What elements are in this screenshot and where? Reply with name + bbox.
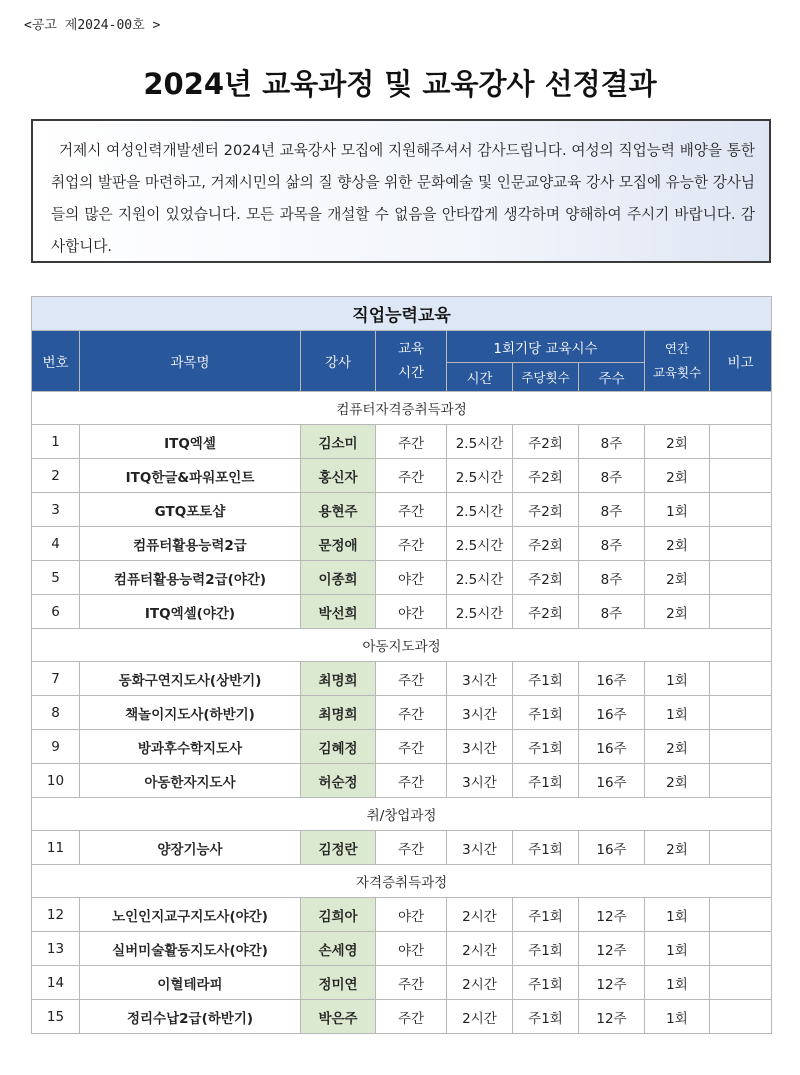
table-row (32, 730, 772, 764)
row-weekly: 주2회 (513, 595, 579, 629)
row-edu-time: 야간 (376, 595, 447, 629)
table-row (32, 1000, 772, 1034)
row-course: 컴퓨터활용능력2급(야간) (80, 561, 301, 595)
row-annual: 2회 (645, 764, 710, 798)
table-row (32, 561, 772, 595)
row-instructor: 홍신자 (301, 459, 376, 493)
row-edu-time: 주간 (376, 966, 447, 1000)
row-remarks (710, 932, 772, 966)
table-row (32, 966, 772, 1000)
row-remarks (710, 730, 772, 764)
header-hours: 시간 (447, 363, 513, 392)
row-weeks: 12주 (579, 932, 645, 966)
row-hours: 3시간 (447, 696, 513, 730)
row-course: ITQ엑셀(야간) (80, 595, 301, 629)
header-course: 과목명 (80, 331, 301, 392)
row-instructor: 박은주 (301, 1000, 376, 1034)
category-row (32, 629, 772, 662)
row-course: ITQ한글&파워포인트 (80, 459, 301, 493)
header-annual: 연간 교육횟수 (645, 331, 710, 392)
header-instructor: 강사 (301, 331, 376, 392)
table-row (32, 831, 772, 865)
row-weeks: 8주 (579, 493, 645, 527)
row-remarks (710, 459, 772, 493)
row-no: 12 (32, 898, 80, 932)
row-course: ITQ엑셀 (80, 425, 301, 459)
table-row (32, 459, 772, 493)
course-table (31, 296, 772, 1034)
row-no: 15 (32, 1000, 80, 1034)
row-instructor: 박선희 (301, 595, 376, 629)
row-instructor: 김희아 (301, 898, 376, 932)
row-weekly: 주2회 (513, 425, 579, 459)
row-edu-time: 주간 (376, 831, 447, 865)
row-annual: 1회 (645, 966, 710, 1000)
table-row (32, 764, 772, 798)
row-no: 9 (32, 730, 80, 764)
row-weekly: 주2회 (513, 527, 579, 561)
row-instructor: 최명희 (301, 696, 376, 730)
row-instructor: 김혜정 (301, 730, 376, 764)
table-row (32, 898, 772, 932)
table-row (32, 493, 772, 527)
row-annual: 2회 (645, 527, 710, 561)
category-row (32, 865, 772, 898)
row-hours: 2.5시간 (447, 459, 513, 493)
category-row (32, 392, 772, 425)
table-row (32, 932, 772, 966)
intro-box: 거제시 여성인력개발센터 2024년 교육강사 모집에 지원해주셔서 감사드립니다. 여성의 직업능력 배양을 통한 취업의 발판을 마련하고, 거제시민의 삶의 질 향상을 위한 문화예술 및 인문교양교육 강사 모집에 유능한 강사님들의 많은 지원이 있었습니다. 모든 과목을 개설할 수 없음을 안타깝게 생각하며 양해하여 주시기 바랍니다. 감사합니다. (31, 119, 771, 263)
row-edu-time: 주간 (376, 459, 447, 493)
row-course: 동화구연지도사(상반기) (80, 662, 301, 696)
row-hours: 2시간 (447, 932, 513, 966)
row-course: 컴퓨터활용능력2급 (80, 527, 301, 561)
row-no: 11 (32, 831, 80, 865)
row-remarks (710, 831, 772, 865)
page-title: 2024년 교육과정 및 교육강사 선정결과 (143, 67, 657, 101)
row-course: 아동한자지도사 (80, 764, 301, 798)
row-weekly: 주1회 (513, 932, 579, 966)
row-weekly: 주1회 (513, 764, 579, 798)
row-no: 14 (32, 966, 80, 1000)
table-row (32, 595, 772, 629)
row-no: 13 (32, 932, 80, 966)
row-annual: 1회 (645, 898, 710, 932)
row-edu-time: 주간 (376, 493, 447, 527)
row-weeks: 16주 (579, 696, 645, 730)
row-no: 10 (32, 764, 80, 798)
section-title: 직업능력교육 (32, 297, 772, 331)
category-label: 아동지도과정 (32, 629, 772, 662)
row-no: 8 (32, 696, 80, 730)
row-hours: 2.5시간 (447, 561, 513, 595)
table-row (32, 662, 772, 696)
row-weekly: 주1회 (513, 662, 579, 696)
row-annual: 1회 (645, 493, 710, 527)
row-annual: 1회 (645, 696, 710, 730)
row-remarks (710, 425, 772, 459)
row-hours: 3시간 (447, 831, 513, 865)
row-instructor: 허순정 (301, 764, 376, 798)
row-no: 7 (32, 662, 80, 696)
row-annual: 1회 (645, 1000, 710, 1034)
row-instructor: 이종희 (301, 561, 376, 595)
row-instructor: 최명희 (301, 662, 376, 696)
row-weeks: 12주 (579, 966, 645, 1000)
row-no: 2 (32, 459, 80, 493)
row-edu-time: 야간 (376, 898, 447, 932)
row-hours: 2.5시간 (447, 425, 513, 459)
row-edu-time: 주간 (376, 425, 447, 459)
row-weekly: 주1회 (513, 831, 579, 865)
table-row (32, 527, 772, 561)
row-weekly: 주2회 (513, 561, 579, 595)
row-edu-time: 야간 (376, 561, 447, 595)
row-weekly: 주1회 (513, 1000, 579, 1034)
row-instructor: 김소미 (301, 425, 376, 459)
row-annual: 2회 (645, 730, 710, 764)
row-edu-time: 주간 (376, 730, 447, 764)
header-weekly: 주당횟수 (513, 363, 579, 392)
category-label: 취/창업과정 (32, 798, 772, 831)
row-annual: 2회 (645, 459, 710, 493)
row-remarks (710, 764, 772, 798)
header-remarks: 비고 (710, 331, 772, 392)
row-hours: 2.5시간 (447, 527, 513, 561)
row-weeks: 8주 (579, 561, 645, 595)
row-weeks: 12주 (579, 898, 645, 932)
row-weeks: 16주 (579, 662, 645, 696)
row-hours: 2시간 (447, 966, 513, 1000)
row-weekly: 주2회 (513, 459, 579, 493)
row-hours: 2시간 (447, 898, 513, 932)
row-instructor: 손세영 (301, 932, 376, 966)
row-instructor: 문정애 (301, 527, 376, 561)
row-remarks (710, 1000, 772, 1034)
row-weeks: 8주 (579, 595, 645, 629)
row-remarks (710, 966, 772, 1000)
row-weekly: 주2회 (513, 493, 579, 527)
category-label: 컴퓨터자격증취득과정 (32, 392, 772, 425)
row-remarks (710, 493, 772, 527)
row-course: 방과후수학지도사 (80, 730, 301, 764)
row-hours: 2.5시간 (447, 493, 513, 527)
row-edu-time: 주간 (376, 662, 447, 696)
row-course: 책놀이지도사(하반기) (80, 696, 301, 730)
row-remarks (710, 898, 772, 932)
category-row (32, 798, 772, 831)
row-weekly: 주1회 (513, 696, 579, 730)
row-weeks: 16주 (579, 730, 645, 764)
row-remarks (710, 662, 772, 696)
row-edu-time: 주간 (376, 1000, 447, 1034)
row-edu-time: 주간 (376, 764, 447, 798)
category-label: 자격증취득과정 (32, 865, 772, 898)
row-weeks: 8주 (579, 459, 645, 493)
row-edu-time: 야간 (376, 932, 447, 966)
row-no: 4 (32, 527, 80, 561)
row-weeks: 12주 (579, 1000, 645, 1034)
row-no: 1 (32, 425, 80, 459)
row-hours: 3시간 (447, 662, 513, 696)
row-annual: 2회 (645, 595, 710, 629)
row-edu-time: 주간 (376, 527, 447, 561)
row-annual: 1회 (645, 662, 710, 696)
table-row (32, 696, 772, 730)
row-course: 이혈테라피 (80, 966, 301, 1000)
notice-number: <공고 제2024-00호 > (24, 18, 161, 33)
row-weeks: 8주 (579, 425, 645, 459)
row-instructor: 김정란 (301, 831, 376, 865)
header-per-session: 1회기당 교육시수 (447, 331, 645, 363)
row-instructor: 용현주 (301, 493, 376, 527)
row-hours: 2시간 (447, 1000, 513, 1034)
table-row (32, 425, 772, 459)
header-edu-time: 교육 시간 (376, 331, 447, 392)
row-annual: 2회 (645, 561, 710, 595)
row-annual: 2회 (645, 831, 710, 865)
row-course: 양장기능사 (80, 831, 301, 865)
row-remarks (710, 595, 772, 629)
row-no: 5 (32, 561, 80, 595)
row-weekly: 주1회 (513, 730, 579, 764)
row-hours: 2.5시간 (447, 595, 513, 629)
row-weekly: 주1회 (513, 966, 579, 1000)
row-weeks: 8주 (579, 527, 645, 561)
row-remarks (710, 561, 772, 595)
header-no: 번호 (32, 331, 80, 392)
row-remarks (710, 527, 772, 561)
row-annual: 1회 (645, 932, 710, 966)
row-no: 6 (32, 595, 80, 629)
row-hours: 3시간 (447, 764, 513, 798)
row-course: 실버미술활동지도사(야간) (80, 932, 301, 966)
row-weeks: 16주 (579, 764, 645, 798)
row-remarks (710, 696, 772, 730)
header-weeks: 주수 (579, 363, 645, 392)
row-course: 정리수납2급(하반기) (80, 1000, 301, 1034)
row-instructor: 정미연 (301, 966, 376, 1000)
row-hours: 3시간 (447, 730, 513, 764)
row-course: GTQ포토샵 (80, 493, 301, 527)
row-weekly: 주1회 (513, 898, 579, 932)
row-edu-time: 주간 (376, 696, 447, 730)
row-annual: 2회 (645, 425, 710, 459)
row-weeks: 16주 (579, 831, 645, 865)
row-course: 노인인지교구지도사(야간) (80, 898, 301, 932)
row-no: 3 (32, 493, 80, 527)
